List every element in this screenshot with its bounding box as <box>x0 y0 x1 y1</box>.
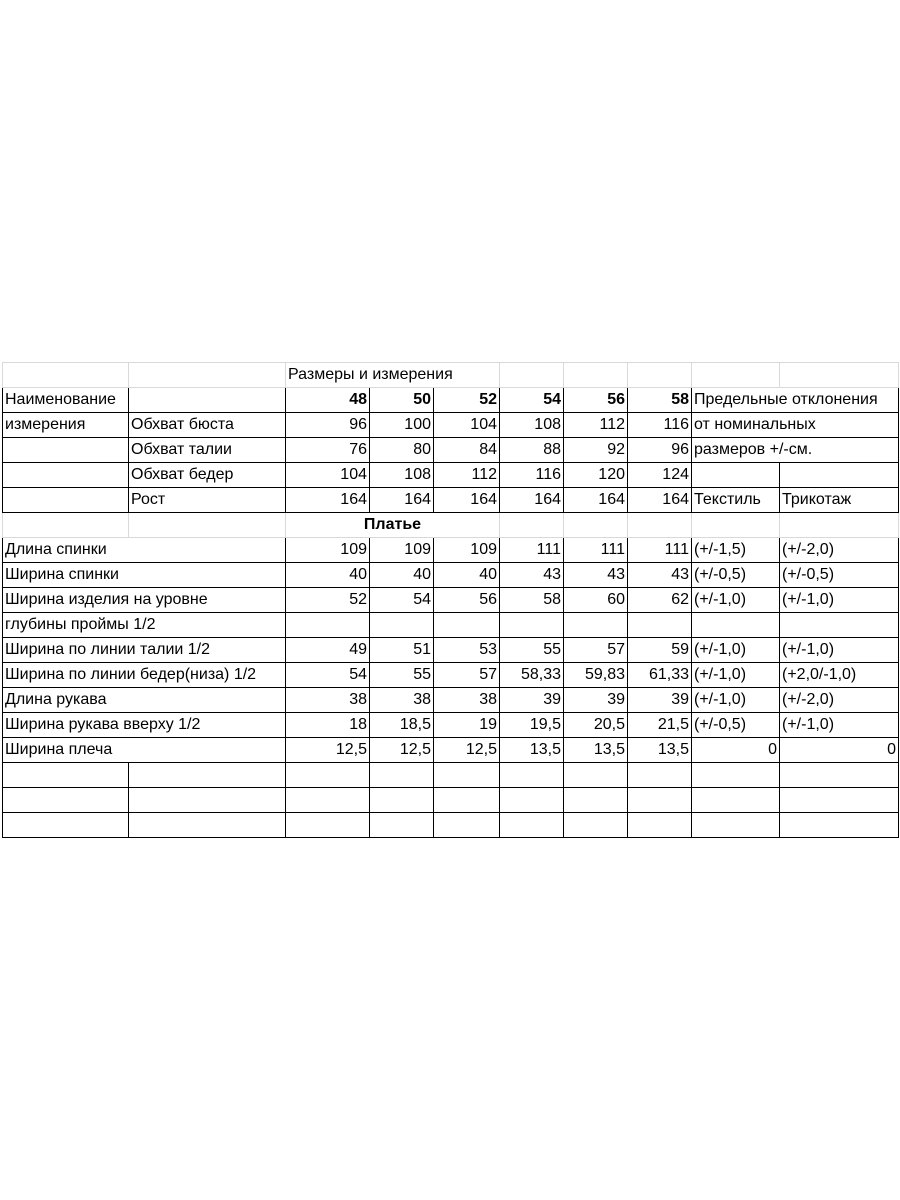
cell <box>129 363 286 388</box>
table-row <box>3 538 899 563</box>
value-cell: 12,5 <box>286 738 370 763</box>
cell <box>370 788 434 813</box>
cell <box>370 763 434 788</box>
size-header: 52 <box>434 388 500 413</box>
value-cell: 56 <box>434 588 500 613</box>
value-cell: 21,5 <box>628 713 692 738</box>
cell <box>500 763 564 788</box>
cell <box>780 513 899 538</box>
section-title: Платье <box>286 513 500 538</box>
value-cell: 164 <box>500 488 564 513</box>
value-cell: 59,83 <box>564 663 628 688</box>
value-cell: 76 <box>286 438 370 463</box>
value-cell: 55 <box>500 638 564 663</box>
textile-cell: 0 <box>692 738 780 763</box>
value-cell: 18,5 <box>370 713 434 738</box>
cell <box>286 813 370 838</box>
table-row <box>3 413 899 438</box>
value-cell: 43 <box>500 563 564 588</box>
name-header: Наименование <box>3 388 129 413</box>
value-cell: 19 <box>434 713 500 738</box>
empty-row <box>3 788 899 813</box>
cell <box>3 363 129 388</box>
table-row <box>3 563 899 588</box>
cell <box>434 763 500 788</box>
cell <box>3 513 129 538</box>
value-cell: 62 <box>628 588 692 613</box>
value-cell: 53 <box>434 638 500 663</box>
cell <box>780 763 899 788</box>
textile-cell: (+/-0,5) <box>692 713 780 738</box>
cell <box>628 813 692 838</box>
cell <box>3 813 129 838</box>
cell <box>3 488 129 513</box>
value-cell: 61,33 <box>628 663 692 688</box>
value-cell: 164 <box>286 488 370 513</box>
cell <box>286 788 370 813</box>
value-cell: 54 <box>370 588 434 613</box>
value-cell: 18 <box>286 713 370 738</box>
textile-header: Текстиль <box>692 488 780 513</box>
cell <box>500 788 564 813</box>
knit-cell: 0 <box>780 738 899 763</box>
textile-cell: (+/-1,5) <box>692 538 780 563</box>
sizes-row <box>3 388 899 413</box>
table-row <box>3 713 899 738</box>
value-cell: 19,5 <box>500 713 564 738</box>
cell <box>780 788 899 813</box>
value-cell: 54 <box>286 663 370 688</box>
cell <box>628 363 692 388</box>
table-row <box>3 688 899 713</box>
value-cell: 57 <box>434 663 500 688</box>
row-label: глубины проймы 1/2 <box>3 613 286 638</box>
value-cell: 39 <box>628 688 692 713</box>
knit-cell: (+/-1,0) <box>780 638 899 663</box>
cell <box>564 763 628 788</box>
size-header: 54 <box>500 388 564 413</box>
row-label: Ширина по линии талии 1/2 <box>3 638 286 663</box>
table-row <box>3 438 899 463</box>
table-row <box>3 613 899 638</box>
cell <box>500 513 564 538</box>
knit-cell: (+/-1,0) <box>780 713 899 738</box>
textile-cell: (+/-1,0) <box>692 638 780 663</box>
cell <box>564 788 628 813</box>
table-title: Размеры и измерения <box>286 363 500 388</box>
cell <box>370 813 434 838</box>
row-label: Ширина плеча <box>3 738 286 763</box>
section-row <box>3 513 899 538</box>
textile-cell: (+/-1,0) <box>692 588 780 613</box>
knit-cell <box>780 613 899 638</box>
value-cell: 100 <box>370 413 434 438</box>
cell <box>129 513 286 538</box>
value-cell: 104 <box>434 413 500 438</box>
cell <box>564 363 628 388</box>
size-header: 50 <box>370 388 434 413</box>
value-cell: 49 <box>286 638 370 663</box>
value-cell: 12,5 <box>434 738 500 763</box>
deviation-header-cont: от номинальных <box>692 413 899 438</box>
cell <box>129 788 286 813</box>
cell <box>780 813 899 838</box>
cell <box>628 788 692 813</box>
value-cell: 40 <box>370 563 434 588</box>
textile-cell: (+/-1,0) <box>692 663 780 688</box>
value-cell <box>370 613 434 638</box>
value-cell: 109 <box>370 538 434 563</box>
value-cell: 60 <box>564 588 628 613</box>
knit-cell: (+/-2,0) <box>780 688 899 713</box>
value-cell: 109 <box>434 538 500 563</box>
value-cell: 124 <box>628 463 692 488</box>
value-cell: 108 <box>370 463 434 488</box>
value-cell: 38 <box>370 688 434 713</box>
size-table <box>2 362 899 838</box>
empty-row <box>3 813 899 838</box>
value-cell: 164 <box>628 488 692 513</box>
cell <box>564 513 628 538</box>
cell <box>628 763 692 788</box>
value-cell: 84 <box>434 438 500 463</box>
value-cell: 39 <box>500 688 564 713</box>
value-cell: 43 <box>564 563 628 588</box>
table-row <box>3 488 899 513</box>
knit-cell: (+/-2,0) <box>780 538 899 563</box>
cell <box>692 463 780 488</box>
row-label: Обхват бедер <box>129 463 286 488</box>
knit-cell: (+2,0/-1,0) <box>780 663 899 688</box>
cell <box>692 513 780 538</box>
row-label: Ширина рукава вверху 1/2 <box>3 713 286 738</box>
cell <box>3 438 129 463</box>
knit-header: Трикотаж <box>780 488 899 513</box>
value-cell <box>500 613 564 638</box>
knit-cell: (+/-1,0) <box>780 588 899 613</box>
row-label: Рост <box>129 488 286 513</box>
value-cell <box>628 613 692 638</box>
value-cell: 164 <box>564 488 628 513</box>
cell <box>286 763 370 788</box>
value-cell: 40 <box>286 563 370 588</box>
value-cell: 51 <box>370 638 434 663</box>
value-cell: 13,5 <box>500 738 564 763</box>
row-label: Ширина спинки <box>3 563 286 588</box>
textile-cell: (+/-1,0) <box>692 688 780 713</box>
size-header: 58 <box>628 388 692 413</box>
cell <box>692 763 780 788</box>
cell <box>3 788 129 813</box>
value-cell: 12,5 <box>370 738 434 763</box>
value-cell: 38 <box>286 688 370 713</box>
table-row <box>3 463 899 488</box>
cell <box>500 813 564 838</box>
value-cell: 43 <box>628 563 692 588</box>
value-cell: 120 <box>564 463 628 488</box>
table-row <box>3 663 899 688</box>
value-cell: 92 <box>564 438 628 463</box>
table-row <box>3 638 899 663</box>
size-header: 48 <box>286 388 370 413</box>
size-header: 56 <box>564 388 628 413</box>
value-cell: 96 <box>286 413 370 438</box>
value-cell: 111 <box>628 538 692 563</box>
textile-cell: (+/-0,5) <box>692 563 780 588</box>
value-cell: 112 <box>564 413 628 438</box>
cell <box>129 813 286 838</box>
value-cell: 112 <box>434 463 500 488</box>
value-cell: 88 <box>500 438 564 463</box>
value-cell: 20,5 <box>564 713 628 738</box>
value-cell: 111 <box>564 538 628 563</box>
value-cell: 80 <box>370 438 434 463</box>
value-cell: 116 <box>500 463 564 488</box>
cell <box>692 788 780 813</box>
table-row <box>3 588 899 613</box>
textile-cell <box>692 613 780 638</box>
cell <box>129 763 286 788</box>
value-cell: 55 <box>370 663 434 688</box>
row-label: Ширина по линии бедер(низа) 1/2 <box>3 663 286 688</box>
value-cell: 38 <box>434 688 500 713</box>
row-label: Обхват бюста <box>129 413 286 438</box>
value-cell: 39 <box>564 688 628 713</box>
value-cell: 13,5 <box>564 738 628 763</box>
cell <box>564 813 628 838</box>
cell <box>692 813 780 838</box>
value-cell: 164 <box>434 488 500 513</box>
deviation-header: Предельные отклонения <box>692 388 899 413</box>
value-cell <box>434 613 500 638</box>
value-cell: 108 <box>500 413 564 438</box>
cell <box>692 363 780 388</box>
row-label: Ширина изделия на уровне <box>3 588 286 613</box>
title-row <box>3 363 899 388</box>
row-label: Обхват талии <box>129 438 286 463</box>
value-cell <box>564 613 628 638</box>
name-header-cont: измерения <box>3 413 129 438</box>
value-cell: 116 <box>628 413 692 438</box>
cell <box>434 788 500 813</box>
cell <box>780 463 899 488</box>
value-cell: 40 <box>434 563 500 588</box>
row-label: Длина рукава <box>3 688 286 713</box>
cell <box>3 763 129 788</box>
knit-cell: (+/-0,5) <box>780 563 899 588</box>
cell <box>500 363 564 388</box>
value-cell: 111 <box>500 538 564 563</box>
table-row <box>3 738 899 763</box>
value-cell: 104 <box>286 463 370 488</box>
cell <box>3 463 129 488</box>
cell <box>628 513 692 538</box>
empty-row <box>3 763 899 788</box>
value-cell: 164 <box>370 488 434 513</box>
cell <box>780 363 899 388</box>
value-cell: 96 <box>628 438 692 463</box>
value-cell: 58,33 <box>500 663 564 688</box>
value-cell: 109 <box>286 538 370 563</box>
value-cell: 57 <box>564 638 628 663</box>
value-cell <box>286 613 370 638</box>
row-label: Длина спинки <box>3 538 286 563</box>
value-cell: 59 <box>628 638 692 663</box>
value-cell: 52 <box>286 588 370 613</box>
deviation-header-cont: размеров +/-см. <box>692 438 899 463</box>
cell <box>129 388 286 413</box>
value-cell: 58 <box>500 588 564 613</box>
value-cell: 13,5 <box>628 738 692 763</box>
cell <box>434 813 500 838</box>
